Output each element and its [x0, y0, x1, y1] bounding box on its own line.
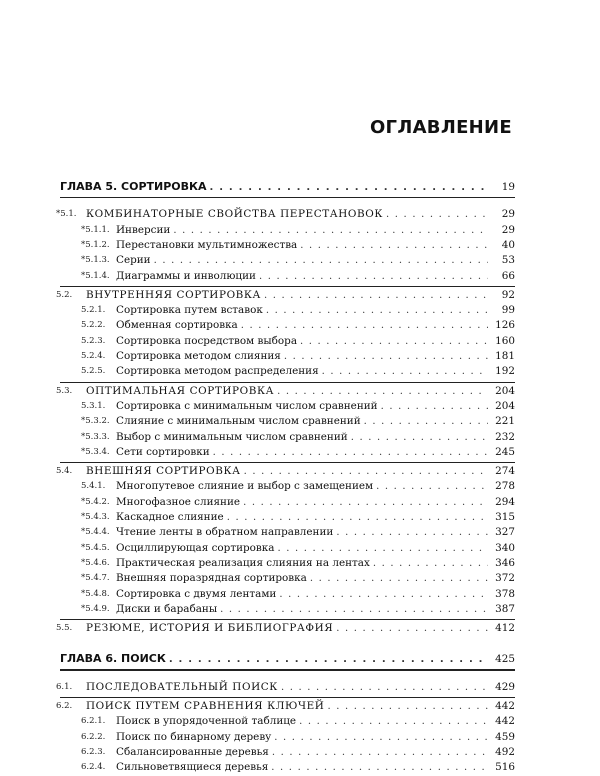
toc-chapter-row[interactable]: [60, 178, 515, 195]
subsection-page-number: 294: [495, 495, 515, 508]
dot-leader: [279, 587, 488, 602]
subsection-number: 5.2.2.: [81, 320, 106, 331]
subsection-number: *5.4.7.: [81, 573, 110, 584]
dot-leader: [336, 621, 488, 636]
toc-subsection-row[interactable]: [60, 430, 515, 445]
subsection-title[interactable]: Поиск по бинарному дереву: [116, 730, 272, 743]
subsection-page-number: 346: [495, 556, 515, 569]
toc-subsection-row[interactable]: [60, 399, 515, 414]
subsection-number: *5.1.1.: [81, 224, 110, 235]
subsection-title[interactable]: Сортировка посредством выбора: [116, 334, 298, 347]
subsection-page-number: 99: [501, 304, 515, 317]
subsection-entry: [116, 602, 515, 617]
subsection-entry: [116, 349, 515, 364]
chapter-title[interactable]: ГЛАВА 5. СОРТИРОВКА: [60, 180, 207, 193]
toc-subsection-row[interactable]: [60, 253, 515, 268]
section-spacer: [60, 672, 515, 680]
section-page-number: 442: [495, 700, 515, 713]
toc-subsection-row[interactable]: [60, 745, 515, 760]
section-number: 5.3.: [56, 385, 73, 396]
chapter-page-number: 19: [501, 181, 515, 193]
subsection-title[interactable]: Многофазное слияние: [116, 495, 241, 508]
subsection-number: 5.2.5.: [81, 366, 106, 377]
toc-subsection-row[interactable]: [60, 414, 515, 429]
subsection-page-number: 278: [495, 480, 515, 493]
subsection-page-number: 192: [495, 365, 515, 378]
subsection-title[interactable]: Осциллирующая сортировка: [116, 541, 275, 554]
subsection-title[interactable]: Серии: [116, 254, 151, 267]
subsection-number: 5.3.1.: [81, 400, 106, 411]
dot-leader: [173, 223, 488, 238]
subsection-number: 6.2.2.: [81, 731, 106, 742]
section-number: 6.2.: [56, 701, 73, 712]
dot-leader: [376, 479, 488, 494]
subsection-page-number: 29: [501, 223, 515, 236]
toc-section-row[interactable]: [56, 207, 515, 222]
subsection-number: *5.1.2.: [81, 239, 110, 250]
toc-section-row[interactable]: [56, 384, 515, 399]
toc-subsection-row[interactable]: [60, 495, 515, 510]
page-heading: ОГЛАВЛЕНИЕ: [369, 117, 512, 138]
subsection-page-number: 459: [495, 730, 515, 743]
toc-subsection-row[interactable]: [60, 587, 515, 602]
dot-leader: [169, 651, 488, 668]
dot-leader: [213, 445, 488, 460]
chapter-page-number: 425: [495, 653, 515, 666]
subsection-entry: [116, 223, 515, 238]
toc-subsection-row[interactable]: [60, 541, 515, 556]
section-entry: [86, 384, 515, 399]
subsection-entry: [116, 445, 515, 460]
subsection-page-number: 315: [495, 511, 515, 524]
dot-leader: [241, 318, 488, 333]
subsection-number: *5.1.4.: [81, 270, 110, 281]
subsection-entry: [116, 714, 515, 729]
section-entry: [86, 464, 515, 479]
toc-subsection-row[interactable]: [60, 510, 515, 525]
dot-leader: [281, 680, 488, 695]
section-number: 6.1.: [56, 681, 73, 692]
toc-subsection-row[interactable]: [60, 525, 515, 540]
subsection-number: 5.2.1.: [81, 305, 106, 316]
subsection-entry: [116, 556, 515, 571]
subsection-entry: [116, 541, 515, 556]
subsection-title[interactable]: Диски и барабаны: [116, 602, 218, 615]
table-of-contents: [56, 178, 515, 776]
dot-leader: [300, 238, 488, 253]
section-page-number: 204: [495, 384, 515, 397]
subsection-number: *5.4.4.: [81, 527, 110, 538]
section-page-number: 274: [495, 465, 515, 478]
subsection-entry: [116, 364, 515, 379]
dot-leader: [300, 334, 488, 349]
subsection-title[interactable]: Поиск в упорядоченной таблице: [116, 715, 297, 728]
chapter-rule: [60, 669, 515, 670]
toc-subsection-row[interactable]: [60, 556, 515, 571]
subsection-number: *5.4.9.: [81, 603, 110, 614]
dot-leader: [264, 288, 488, 303]
subsection-number: 5.2.3.: [81, 335, 106, 346]
subsection-title[interactable]: Сортировка с минимальным числом сравнений: [116, 399, 378, 412]
section-rule: [60, 619, 515, 620]
dot-leader: [259, 269, 488, 284]
section-number: *5.1.: [56, 209, 77, 220]
chapter-entry: [60, 178, 515, 196]
section-number: 5.2.: [56, 289, 73, 300]
subsection-title[interactable]: Перестановки мультимножества: [116, 238, 298, 251]
subsection-entry: [116, 430, 515, 445]
subsection-title[interactable]: Чтение ленты в обратном направлении: [116, 526, 334, 539]
subsection-number: *5.3.4.: [81, 446, 110, 457]
dot-leader: [327, 699, 488, 714]
subsection-number: 5.2.4.: [81, 351, 106, 362]
subsection-entry: [116, 479, 515, 494]
chapter-spacer: [60, 636, 515, 650]
subsection-number: *5.4.3.: [81, 512, 110, 523]
subsection-number: 6.2.1.: [81, 716, 106, 727]
toc-subsection-row[interactable]: [60, 349, 515, 364]
section-number: 5.5.: [56, 623, 73, 634]
toc-subsection-row[interactable]: [60, 269, 515, 284]
subsection-number: 6.2.3.: [81, 746, 106, 757]
toc-subsection-row[interactable]: [60, 760, 515, 775]
dot-leader: [386, 207, 488, 222]
subsection-number: *5.4.8.: [81, 588, 110, 599]
toc-section-row[interactable]: [56, 288, 515, 303]
toc-subsection-row[interactable]: [60, 571, 515, 586]
dot-leader: [322, 364, 488, 379]
dot-leader: [220, 602, 488, 617]
section-title[interactable]: ПОСЛЕДОВАТЕЛЬНЫЙ ПОИСК: [86, 680, 278, 693]
subsection-title[interactable]: Слияние с минимальным числом сравнений: [116, 415, 361, 428]
dot-leader: [266, 303, 488, 318]
subsection-title[interactable]: Диаграммы и инволюции: [116, 269, 256, 282]
subsection-page-number: 245: [495, 445, 515, 458]
subsection-title[interactable]: Сортировка методом слияния: [116, 350, 281, 363]
subsection-page-number: 387: [495, 602, 515, 615]
subsection-title[interactable]: Сбалансированные деревья: [116, 745, 269, 758]
subsection-number: *5.4.5.: [81, 542, 110, 553]
subsection-page-number: 442: [495, 715, 515, 728]
toc-subsection-row[interactable]: [60, 318, 515, 333]
section-title[interactable]: РЕЗЮМЕ, ИСТОРИЯ И БИБЛИОГРАФИЯ: [86, 622, 334, 635]
dot-leader: [310, 571, 488, 586]
subsection-entry: [116, 510, 515, 525]
section-rule: [60, 382, 515, 383]
toc-subsection-row[interactable]: [60, 714, 515, 729]
dot-leader: [373, 556, 488, 571]
section-page-number: 412: [495, 622, 515, 635]
section-page-number: 29: [501, 208, 515, 221]
section-rule: [60, 286, 515, 287]
toc-section-row[interactable]: [56, 680, 515, 695]
subsection-title[interactable]: Сортировка методом распределения: [116, 365, 319, 378]
dot-leader: [271, 760, 488, 775]
section-spacer: [60, 199, 515, 207]
subsection-number: 5.4.1.: [81, 481, 106, 492]
subsection-title[interactable]: Каскадное слияние: [116, 511, 224, 524]
dot-leader: [284, 349, 488, 364]
subsection-title[interactable]: Сети сортировки: [116, 445, 210, 458]
subsection-entry: [116, 745, 515, 760]
chapter-entry: [60, 650, 515, 668]
dot-leader: [272, 745, 488, 760]
section-entry: [86, 207, 515, 222]
toc-section-row[interactable]: [56, 699, 515, 714]
subsection-entry: [116, 238, 515, 253]
dot-leader: [154, 253, 488, 268]
subsection-page-number: 181: [495, 350, 515, 363]
section-title[interactable]: ВНУТРЕННЯЯ СОРТИРОВКА: [86, 288, 262, 301]
subsection-title[interactable]: Многопутевое слияние и выбор с замещением: [116, 480, 374, 493]
section-title[interactable]: КОМБИНАТОРНЫЕ СВОЙСТВА ПЕРЕСТАНОВОК: [86, 208, 384, 221]
section-entry: [86, 699, 515, 714]
subsection-entry: [116, 760, 515, 775]
subsection-number: *5.4.6.: [81, 557, 110, 568]
toc-subsection-row[interactable]: [60, 730, 515, 745]
subsection-page-number: 66: [501, 269, 515, 282]
subsection-title[interactable]: Инверсии: [116, 223, 171, 236]
chapter-title[interactable]: ГЛАВА 6. ПОИСК: [60, 652, 166, 666]
subsection-entry: [116, 399, 515, 414]
toc-subsection-row[interactable]: [60, 303, 515, 318]
section-entry: [86, 288, 515, 303]
subsection-entry: [116, 730, 515, 745]
subsection-page-number: 232: [495, 430, 515, 443]
subsection-entry: [116, 318, 515, 333]
subsection-page-number: 160: [495, 334, 515, 347]
toc-subsection-row[interactable]: [60, 223, 515, 238]
subsection-title[interactable]: Сортировка с двумя лентами: [116, 587, 277, 600]
section-title[interactable]: ПОИСК ПУТЕМ СРАВНЕНИЯ КЛЮЧЕЙ: [86, 700, 325, 713]
section-title[interactable]: ВНЕШНЯЯ СОРТИРОВКА: [86, 465, 241, 478]
dot-leader: [274, 730, 488, 745]
subsection-entry: [116, 587, 515, 602]
subsection-entry: [116, 334, 515, 349]
section-rule: [60, 697, 515, 698]
subsection-title[interactable]: Обменная сортировка: [116, 319, 238, 332]
subsection-number: *5.1.3.: [81, 255, 110, 266]
subsection-page-number: 327: [495, 526, 515, 539]
chapter-rule: [60, 197, 515, 198]
subsection-number: *5.3.3.: [81, 431, 110, 442]
section-entry: [86, 680, 515, 695]
subsection-entry: [116, 525, 515, 540]
subsection-number: *5.4.2.: [81, 496, 110, 507]
toc-subsection-row[interactable]: [60, 479, 515, 494]
subsection-page-number: 126: [495, 319, 515, 332]
dot-leader: [299, 714, 488, 729]
section-page-number: 92: [501, 288, 515, 301]
subsection-entry: [116, 414, 515, 429]
toc-section-row[interactable]: [56, 464, 515, 479]
dot-leader: [351, 430, 488, 445]
subsection-title[interactable]: Выбор с минимальным числом сравнений: [116, 430, 348, 443]
section-title[interactable]: ОПТИМАЛЬНАЯ СОРТИРОВКА: [86, 384, 275, 397]
subsection-title[interactable]: Практическая реализация слияния на лентах: [116, 556, 370, 569]
dot-leader: [244, 464, 488, 479]
toc-subsection-row[interactable]: [60, 334, 515, 349]
dot-leader: [364, 414, 488, 429]
toc-subsection-row[interactable]: [60, 602, 515, 617]
subsection-page-number: 340: [495, 541, 515, 554]
toc-subsection-row[interactable]: [60, 238, 515, 253]
toc-chapter-row[interactable]: [60, 650, 515, 667]
subsection-entry: [116, 269, 515, 284]
subsection-page-number: 40: [501, 238, 515, 251]
subsection-entry: [116, 495, 515, 510]
dot-leader: [277, 384, 488, 399]
subsection-page-number: 492: [495, 745, 515, 758]
subsection-page-number: 53: [501, 254, 515, 267]
subsection-title[interactable]: Сортировка путем вставок: [116, 304, 263, 317]
section-page-number: 429: [495, 680, 515, 693]
dot-leader: [277, 541, 488, 556]
dot-leader: [210, 179, 488, 196]
toc-section-row[interactable]: [56, 621, 515, 636]
subsection-title[interactable]: Сильноветвящиеся деревья: [116, 761, 269, 774]
subsection-entry: [116, 303, 515, 318]
section-entry: [86, 621, 515, 636]
subsection-entry: [116, 253, 515, 268]
subsection-number: 6.2.4.: [81, 762, 106, 773]
dot-leader: [336, 525, 488, 540]
subsection-page-number: 378: [495, 587, 515, 600]
dot-leader: [243, 495, 488, 510]
dot-leader: [381, 399, 488, 414]
section-number: 5.4.: [56, 466, 73, 477]
subsection-page-number: 204: [495, 399, 515, 412]
subsection-entry: [116, 571, 515, 586]
subsection-page-number: 221: [495, 415, 515, 428]
subsection-page-number: 372: [495, 572, 515, 585]
toc-subsection-row[interactable]: [60, 364, 515, 379]
subsection-title[interactable]: Внешняя поразрядная сортировка: [116, 572, 307, 585]
dot-leader: [227, 510, 488, 525]
section-rule: [60, 462, 515, 463]
toc-subsection-row[interactable]: [60, 445, 515, 460]
subsection-page-number: 516: [495, 761, 515, 774]
subsection-number: *5.3.2.: [81, 416, 110, 427]
